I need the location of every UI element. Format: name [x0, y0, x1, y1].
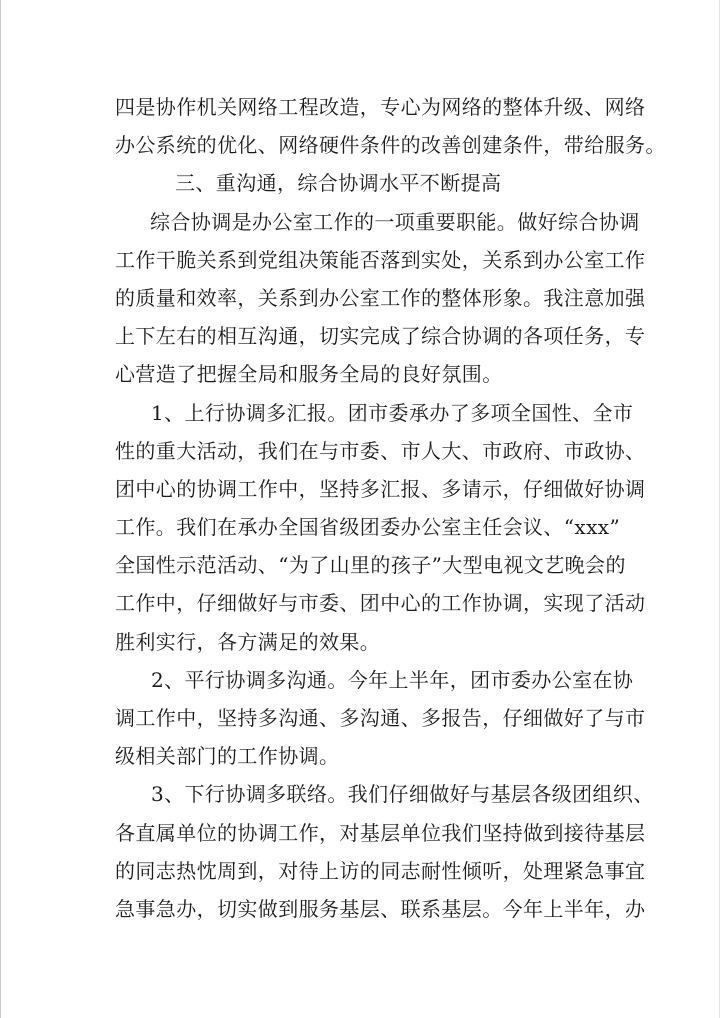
- text-line: 2、平行协调多沟通。今年上半年，团市委办公室在协: [151, 667, 634, 692]
- text-line: 团中心的协调工作中，坚持多汇报、多请示，仔细做好协调: [115, 476, 646, 501]
- text-line: 全国性示范活动、“为了山里的孩子”大型电视文艺晚会的: [115, 553, 626, 578]
- text-line: 综合协调是办公室工作的一项重要职能。做好综合协调: [150, 209, 640, 234]
- text-line: 的质量和效率，关系到办公室工作的整体形象。我注意加强: [115, 285, 646, 310]
- text-line: 胜利实行，各方满足的效果。: [115, 629, 381, 654]
- text-line: 3、下行协调多联络。我们仔细做好与基层各级团组织、: [151, 782, 654, 807]
- text-line: 1、上行协调多汇报。团市委承办了多项全国性、全市: [151, 400, 634, 425]
- text-line: 工作。我们在承办全国省级团委办公室主任会议、“xxx”: [115, 515, 621, 540]
- text-line: 级相关部门的工作协调。: [115, 744, 340, 769]
- text-line: 工作中，仔细做好与市委、团中心的工作协调，实现了活动: [115, 591, 646, 616]
- section-heading: 三、重沟通，综合协调水平不断提高: [175, 171, 502, 196]
- text-line: 急事急办，切实做到服务基层、联系基层。今年上半年，办: [115, 896, 646, 921]
- text-line: 办公系统的优化、网络硬件条件的改善创建条件，带给服务。: [115, 133, 666, 158]
- body-text: [115, 88, 666, 928]
- text-line: 工作干脆关系到党组决策能否落到实处，关系到办公室工作: [115, 247, 646, 272]
- text-line: 心营造了把握全局和服务全局的良好氛围。: [115, 362, 503, 387]
- text-line: 各直属单位的协调工作，对基层单位我们坚持做到接待基层: [115, 820, 646, 845]
- text-line: 调工作中，坚持多沟通、多沟通、多报告，仔细做好了与市: [115, 706, 646, 730]
- text-line: 四是协作机关网络工程改造，专心为网络的整体升级、网络: [115, 95, 646, 119]
- text-line: 性的重大活动，我们在与市委、市人大、市政府、市政协、: [115, 438, 646, 463]
- text-line: 上下左右的相互沟通，切实完成了综合协调的各项任务，专: [115, 324, 646, 349]
- text-line: 的同志热忱周到，对待上访的同志耐性倾听，处理紧急事宜: [115, 858, 646, 883]
